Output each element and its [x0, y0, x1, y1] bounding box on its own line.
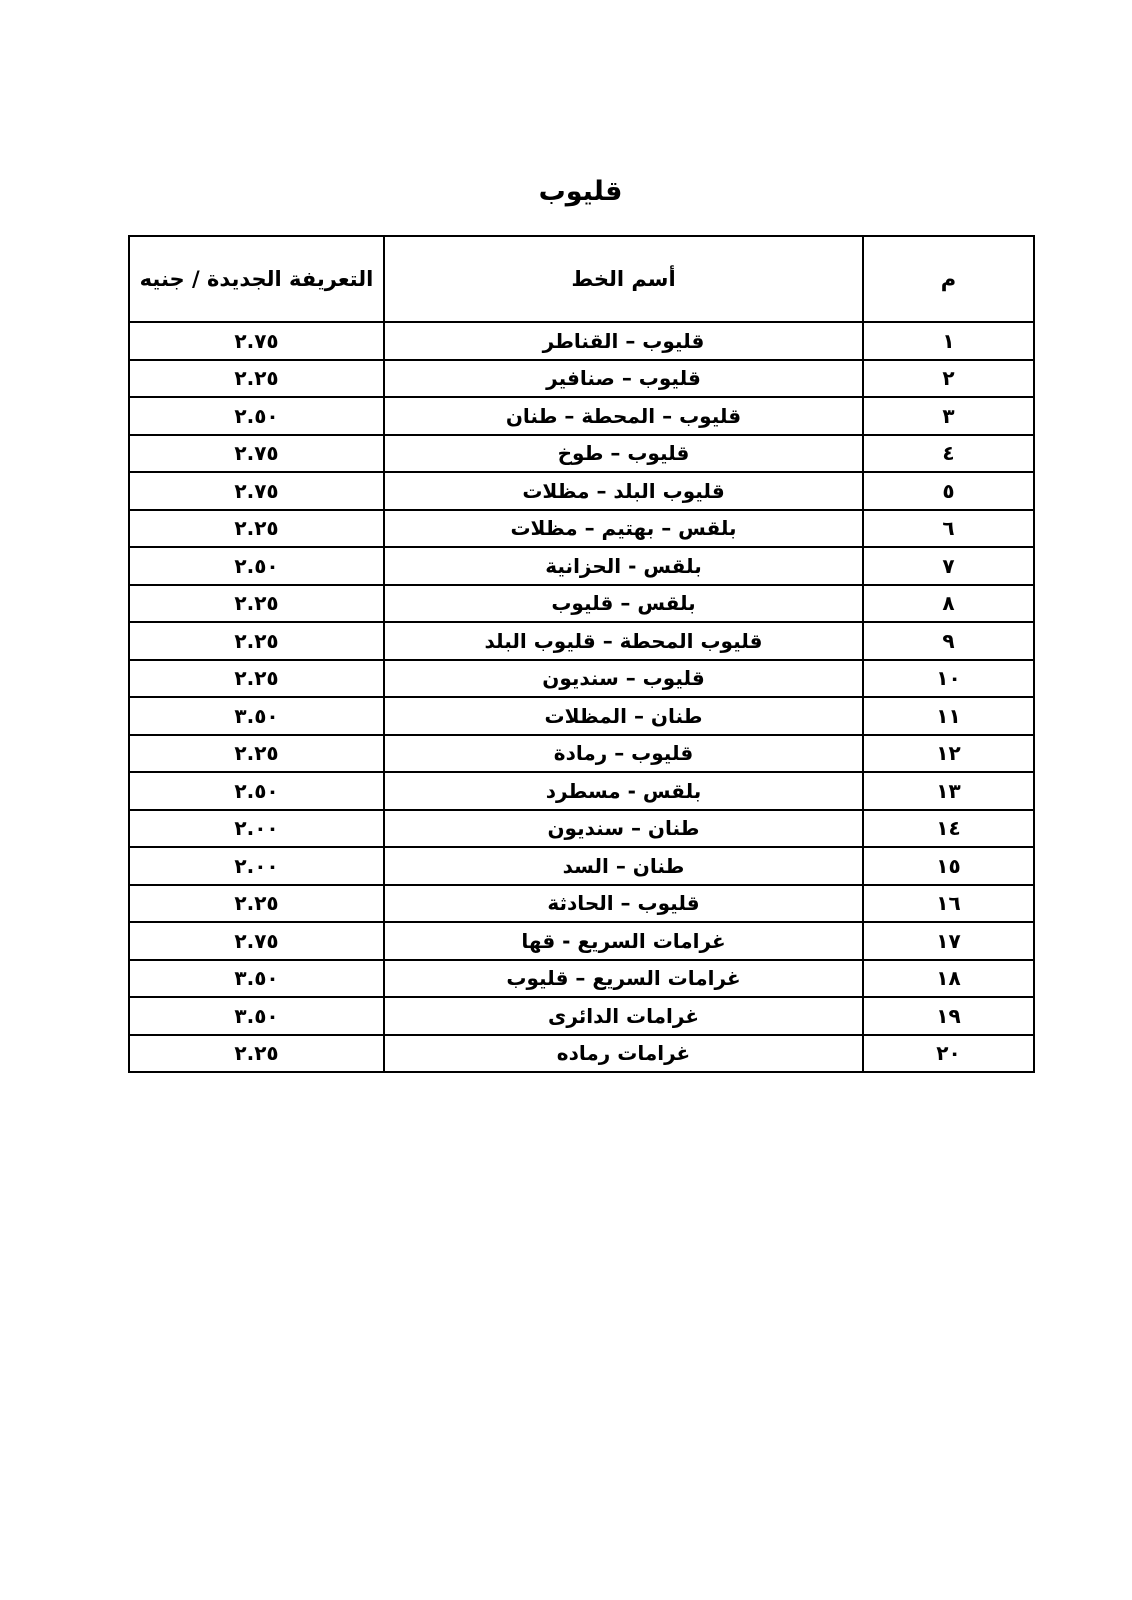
tariff-value: ٢.٠٠ — [129, 847, 384, 885]
route-name: طنان – السد — [384, 847, 863, 885]
table-row — [129, 810, 1034, 848]
table-row — [129, 435, 1034, 473]
table-row — [129, 885, 1034, 923]
tariff-value: ٢.٢٥ — [129, 885, 384, 923]
tariff-value: ٢.٧٥ — [129, 922, 384, 960]
table-body — [129, 322, 1034, 1072]
row-index: ٢ — [863, 360, 1034, 398]
row-index: ١ — [863, 322, 1034, 360]
column-header-route: أسم الخط — [384, 236, 863, 322]
tariff-value: ٣.٥٠ — [129, 960, 384, 998]
tariff-value: ٢.٢٥ — [129, 660, 384, 698]
tariff-value: ٢.٢٥ — [129, 735, 384, 773]
route-name: قليوب – طوخ — [384, 435, 863, 473]
route-name: طنان – سنديون — [384, 810, 863, 848]
row-index: ٣ — [863, 397, 1034, 435]
tariff-value: ٣.٥٠ — [129, 697, 384, 735]
row-index: ١٢ — [863, 735, 1034, 773]
table-row — [129, 960, 1034, 998]
route-name: بلقس – قليوب — [384, 585, 863, 623]
row-index: ١٣ — [863, 772, 1034, 810]
tariff-value: ٢.٢٥ — [129, 1035, 384, 1073]
route-name: قليوب – صنافير — [384, 360, 863, 398]
route-name: قليوب – المحطة – طنان — [384, 397, 863, 435]
tariff-value: ٢.٥٠ — [129, 397, 384, 435]
route-name: قليوب – الحادثة — [384, 885, 863, 923]
column-header-tariff: التعريفة الجديدة / جنيه — [129, 236, 384, 322]
route-name: غرامات رماده — [384, 1035, 863, 1073]
route-name: قليوب – القناطر — [384, 322, 863, 360]
route-name: غرامات السريع – قليوب — [384, 960, 863, 998]
row-index: ٨ — [863, 585, 1034, 623]
tariff-value: ٢.٧٥ — [129, 435, 384, 473]
tariff-value: ٢.٥٠ — [129, 547, 384, 585]
tariff-table — [128, 235, 1035, 1073]
table-row — [129, 622, 1034, 660]
table-row — [129, 397, 1034, 435]
table-row — [129, 697, 1034, 735]
route-name: طنان – المظلات — [384, 697, 863, 735]
route-name: بلقس - مسطرد — [384, 772, 863, 810]
row-index: ٦ — [863, 510, 1034, 548]
tariff-value: ٢.٢٥ — [129, 585, 384, 623]
route-name: قليوب – رمادة — [384, 735, 863, 773]
row-index: ١٨ — [863, 960, 1034, 998]
table-row — [129, 847, 1034, 885]
tariff-value: ٢.٧٥ — [129, 472, 384, 510]
tariff-value: ٣.٥٠ — [129, 997, 384, 1035]
table-row — [129, 735, 1034, 773]
row-index: ١١ — [863, 697, 1034, 735]
table-row — [129, 997, 1034, 1035]
row-index: ١٩ — [863, 997, 1034, 1035]
table-row — [129, 772, 1034, 810]
table-row — [129, 360, 1034, 398]
tariff-value: ٢.٥٠ — [129, 772, 384, 810]
page-title: قليوب — [538, 176, 623, 207]
tariff-value: ٢.٠٠ — [129, 810, 384, 848]
route-name: قليوب البلد – مظلات — [384, 472, 863, 510]
row-index: ٤ — [863, 435, 1034, 473]
tariff-value: ٢.٢٥ — [129, 622, 384, 660]
route-name: قليوب – سنديون — [384, 660, 863, 698]
tariff-value: ٢.٧٥ — [129, 322, 384, 360]
route-name: قليوب المحطة – قليوب البلد — [384, 622, 863, 660]
route-name: غرامات الدائرى — [384, 997, 863, 1035]
table-row — [129, 922, 1034, 960]
table-row — [129, 660, 1034, 698]
route-name: بلقس – بهتيم – مظلات — [384, 510, 863, 548]
row-index: ٧ — [863, 547, 1034, 585]
row-index: ١٥ — [863, 847, 1034, 885]
route-name: بلقس - الحزانية — [384, 547, 863, 585]
row-index: ٥ — [863, 472, 1034, 510]
table-row — [129, 1035, 1034, 1073]
header-row — [129, 236, 1034, 322]
row-index: ٢٠ — [863, 1035, 1034, 1073]
table-row — [129, 472, 1034, 510]
route-name: غرامات السريع - قها — [384, 922, 863, 960]
row-index: ١٧ — [863, 922, 1034, 960]
row-index: ١٤ — [863, 810, 1034, 848]
row-index: ١٠ — [863, 660, 1034, 698]
row-index: ٩ — [863, 622, 1034, 660]
column-header-index: م — [863, 236, 1034, 322]
table-row — [129, 585, 1034, 623]
tariff-value: ٢.٢٥ — [129, 360, 384, 398]
table-row — [129, 510, 1034, 548]
tariff-value: ٢.٢٥ — [129, 510, 384, 548]
table-row — [129, 547, 1034, 585]
table-row — [129, 322, 1034, 360]
row-index: ١٦ — [863, 885, 1034, 923]
